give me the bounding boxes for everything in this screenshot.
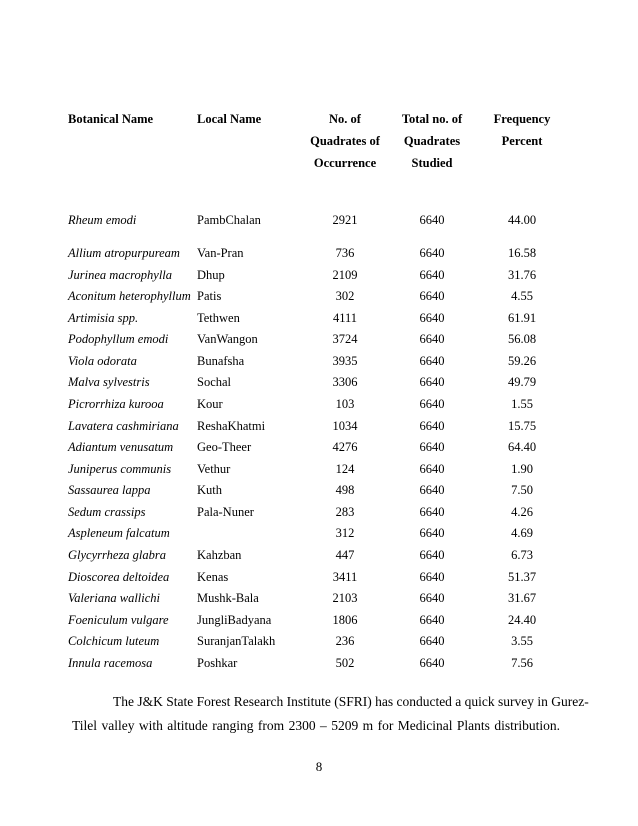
table-row (0, 480, 638, 500)
total-quadrates-cell: 6640 (419, 591, 445, 605)
frequency-cell: 49.79 (507, 375, 537, 389)
frequency-cell: 6.73 (511, 548, 533, 562)
botanical-name-cell: Juniperus communis (68, 462, 172, 476)
header-total-quadrates (387, 108, 477, 174)
total-quadrates-cell: 6640 (419, 332, 445, 346)
frequency-cell: 56.08 (507, 332, 537, 346)
total-quadrates-cell: 6640 (419, 246, 445, 260)
botanical-name-cell: Innula racemosa (68, 656, 153, 670)
header-occurrence-line: No. of (329, 112, 361, 126)
table-row (0, 394, 638, 414)
botanical-name-cell: Dioscorea deltoidea (68, 570, 170, 584)
total-quadrates-cell: 6640 (419, 613, 445, 627)
botanical-name-cell: Artimisia spp. (68, 311, 139, 325)
table-row (0, 653, 638, 673)
botanical-name-cell: Sassaurea lappa (68, 483, 151, 497)
occurrence-cell: 103 (335, 397, 355, 411)
local-name-cell: ReshaKhatmi (197, 419, 266, 433)
table-row (0, 286, 638, 306)
botanical-name-cell: Colchicum luteum (68, 634, 160, 648)
header-local-name: Local Name (197, 112, 262, 126)
frequency-cell: 64.40 (507, 440, 537, 454)
total-quadrates-cell: 6640 (419, 548, 445, 562)
local-name-cell: Mushk-Bala (197, 591, 259, 605)
frequency-cell: 24.40 (507, 613, 537, 627)
occurrence-cell: 2103 (332, 591, 358, 605)
table-row (0, 631, 638, 651)
botanical-name-cell: Foeniculum vulgare (68, 613, 169, 627)
frequency-cell: 3.55 (511, 634, 533, 648)
frequency-cell: 59.26 (507, 354, 537, 368)
frequency-cell: 31.67 (507, 591, 537, 605)
total-quadrates-cell: 6640 (419, 440, 445, 454)
table-row (0, 523, 638, 543)
botanical-name-cell: Podophyllum emodi (68, 332, 169, 346)
table-row (0, 545, 638, 565)
header-frequency-line: Frequency (493, 112, 551, 126)
botanical-name-cell: Aconitum heterophyllum (68, 289, 191, 303)
frequency-cell: 51.37 (507, 570, 537, 584)
frequency-cell: 1.55 (511, 397, 533, 411)
local-name-cell: SuranjanTalakh (197, 634, 276, 648)
frequency-cell: 61.91 (507, 311, 537, 325)
local-name-cell: Kour (197, 397, 223, 411)
table-row (0, 588, 638, 608)
local-name-cell: Vethur (197, 462, 231, 476)
occurrence-cell: 736 (335, 246, 355, 260)
local-name-cell: Kahzban (197, 548, 242, 562)
botanical-name-cell: Viola odorata (68, 354, 137, 368)
local-name-cell: PambChalan (197, 213, 261, 227)
frequency-cell: 4.55 (511, 289, 533, 303)
occurrence-cell: 302 (335, 289, 355, 303)
total-quadrates-cell: 6640 (419, 483, 445, 497)
frequency-cell: 16.58 (507, 246, 537, 260)
frequency-cell: 1.90 (511, 462, 533, 476)
occurrence-cell: 3935 (332, 354, 358, 368)
table-row (0, 416, 638, 436)
local-name-cell: Poshkar (197, 656, 238, 670)
botanical-name-cell: Valeriana wallichi (68, 591, 161, 605)
occurrence-cell: 498 (335, 483, 355, 497)
total-quadrates-cell: 6640 (419, 505, 445, 519)
table-row (0, 265, 638, 285)
botanical-name-cell: Picrorrhiza kurooa (68, 397, 164, 411)
table-row (0, 610, 638, 630)
table-row (0, 459, 638, 479)
table-row (0, 351, 638, 371)
occurrence-cell: 3306 (332, 375, 358, 389)
occurrence-cell: 4111 (332, 311, 358, 325)
occurrence-cell: 1806 (332, 613, 358, 627)
paragraph-line: The J&K State Forest Research Institute (SFRI) has conducted a quick survey in Gurez- (113, 694, 589, 709)
botanical-name-cell: Lavatera cashmiriana (68, 419, 179, 433)
table-row (0, 567, 638, 587)
occurrence-cell: 502 (335, 656, 355, 670)
botanical-name-cell: Jurinea macrophylla (68, 268, 173, 282)
frequency-cell: 7.50 (511, 483, 533, 497)
header-total-line: Studied (411, 156, 453, 170)
header-occurrence (300, 108, 390, 174)
local-name-cell: Van-Pran (197, 246, 244, 260)
botanical-name-cell: Malva sylvestris (68, 375, 150, 389)
occurrence-cell: 3411 (332, 570, 358, 584)
botanical-name-cell: Allium atropurpuream (68, 246, 180, 260)
paragraph-line: Tilel valley with altitude ranging from 2300 – 5209 m for Medicinal Plants distribution. (72, 718, 560, 733)
header-frequency (477, 108, 567, 152)
header-frequency-line: Percent (501, 134, 543, 148)
total-quadrates-cell: 6640 (419, 397, 445, 411)
occurrence-cell: 2109 (332, 268, 358, 282)
occurrence-cell: 312 (335, 526, 355, 540)
table-row (0, 329, 638, 349)
local-name-cell: Bunafsha (197, 354, 245, 368)
total-quadrates-cell: 6640 (419, 213, 445, 227)
total-quadrates-cell: 6640 (419, 268, 445, 282)
occurrence-cell: 124 (335, 462, 355, 476)
botanical-name-cell: Aspleneum falcatum (68, 526, 170, 540)
occurrence-cell: 3724 (332, 332, 358, 346)
frequency-cell: 4.26 (511, 505, 533, 519)
local-name-cell: Kenas (197, 570, 229, 584)
table-row (0, 437, 638, 457)
botanical-name-cell: Sedum crassips (68, 505, 146, 519)
local-name-cell: Tethwen (197, 311, 240, 325)
occurrence-cell: 447 (335, 548, 355, 562)
botanical-name-cell: Adiantum venusatum (68, 440, 174, 454)
total-quadrates-cell: 6640 (419, 526, 445, 540)
table-row (0, 308, 638, 328)
table-row (0, 372, 638, 392)
botanical-name-cell: Glycyrrheza glabra (68, 548, 167, 562)
page-number: 8 (315, 759, 323, 774)
table-row (0, 502, 638, 522)
total-quadrates-cell: 6640 (419, 311, 445, 325)
header-botanical-name: Botanical Name (68, 112, 154, 126)
frequency-cell: 31.76 (507, 268, 537, 282)
total-quadrates-cell: 6640 (419, 354, 445, 368)
local-name-cell: Pala-Nuner (197, 505, 254, 519)
occurrence-cell: 236 (335, 634, 355, 648)
total-quadrates-cell: 6640 (419, 656, 445, 670)
occurrence-cell: 283 (335, 505, 355, 519)
total-quadrates-cell: 6640 (419, 375, 445, 389)
header-total-line: Quadrates (403, 134, 461, 148)
frequency-cell: 15.75 (507, 419, 537, 433)
total-quadrates-cell: 6640 (419, 289, 445, 303)
occurrence-cell: 1034 (332, 419, 358, 433)
header-total-line: Total no. of (401, 112, 463, 126)
local-name-cell: VanWangon (197, 332, 258, 346)
occurrence-cell: 2921 (332, 213, 358, 227)
local-name-cell: Geo-Theer (197, 440, 252, 454)
local-name-cell: Patis (197, 289, 222, 303)
local-name-cell: Dhup (197, 268, 225, 282)
header-occurrence-line: Occurrence (313, 156, 377, 170)
frequency-cell: 44.00 (507, 213, 537, 227)
botanical-name-cell: Rheum emodi (68, 213, 137, 227)
table-row (0, 243, 638, 263)
total-quadrates-cell: 6640 (419, 419, 445, 433)
local-name-cell: JungliBadyana (197, 613, 272, 627)
header-occurrence-line: Quadrates of (310, 134, 380, 148)
frequency-cell: 7.56 (511, 656, 533, 670)
occurrence-cell: 4276 (332, 440, 358, 454)
table-row (0, 210, 638, 230)
total-quadrates-cell: 6640 (419, 570, 445, 584)
frequency-cell: 4.69 (511, 526, 533, 540)
local-name-cell: Sochal (197, 375, 232, 389)
local-name-cell: Kuth (197, 483, 222, 497)
total-quadrates-cell: 6640 (419, 462, 445, 476)
total-quadrates-cell: 6640 (419, 634, 445, 648)
